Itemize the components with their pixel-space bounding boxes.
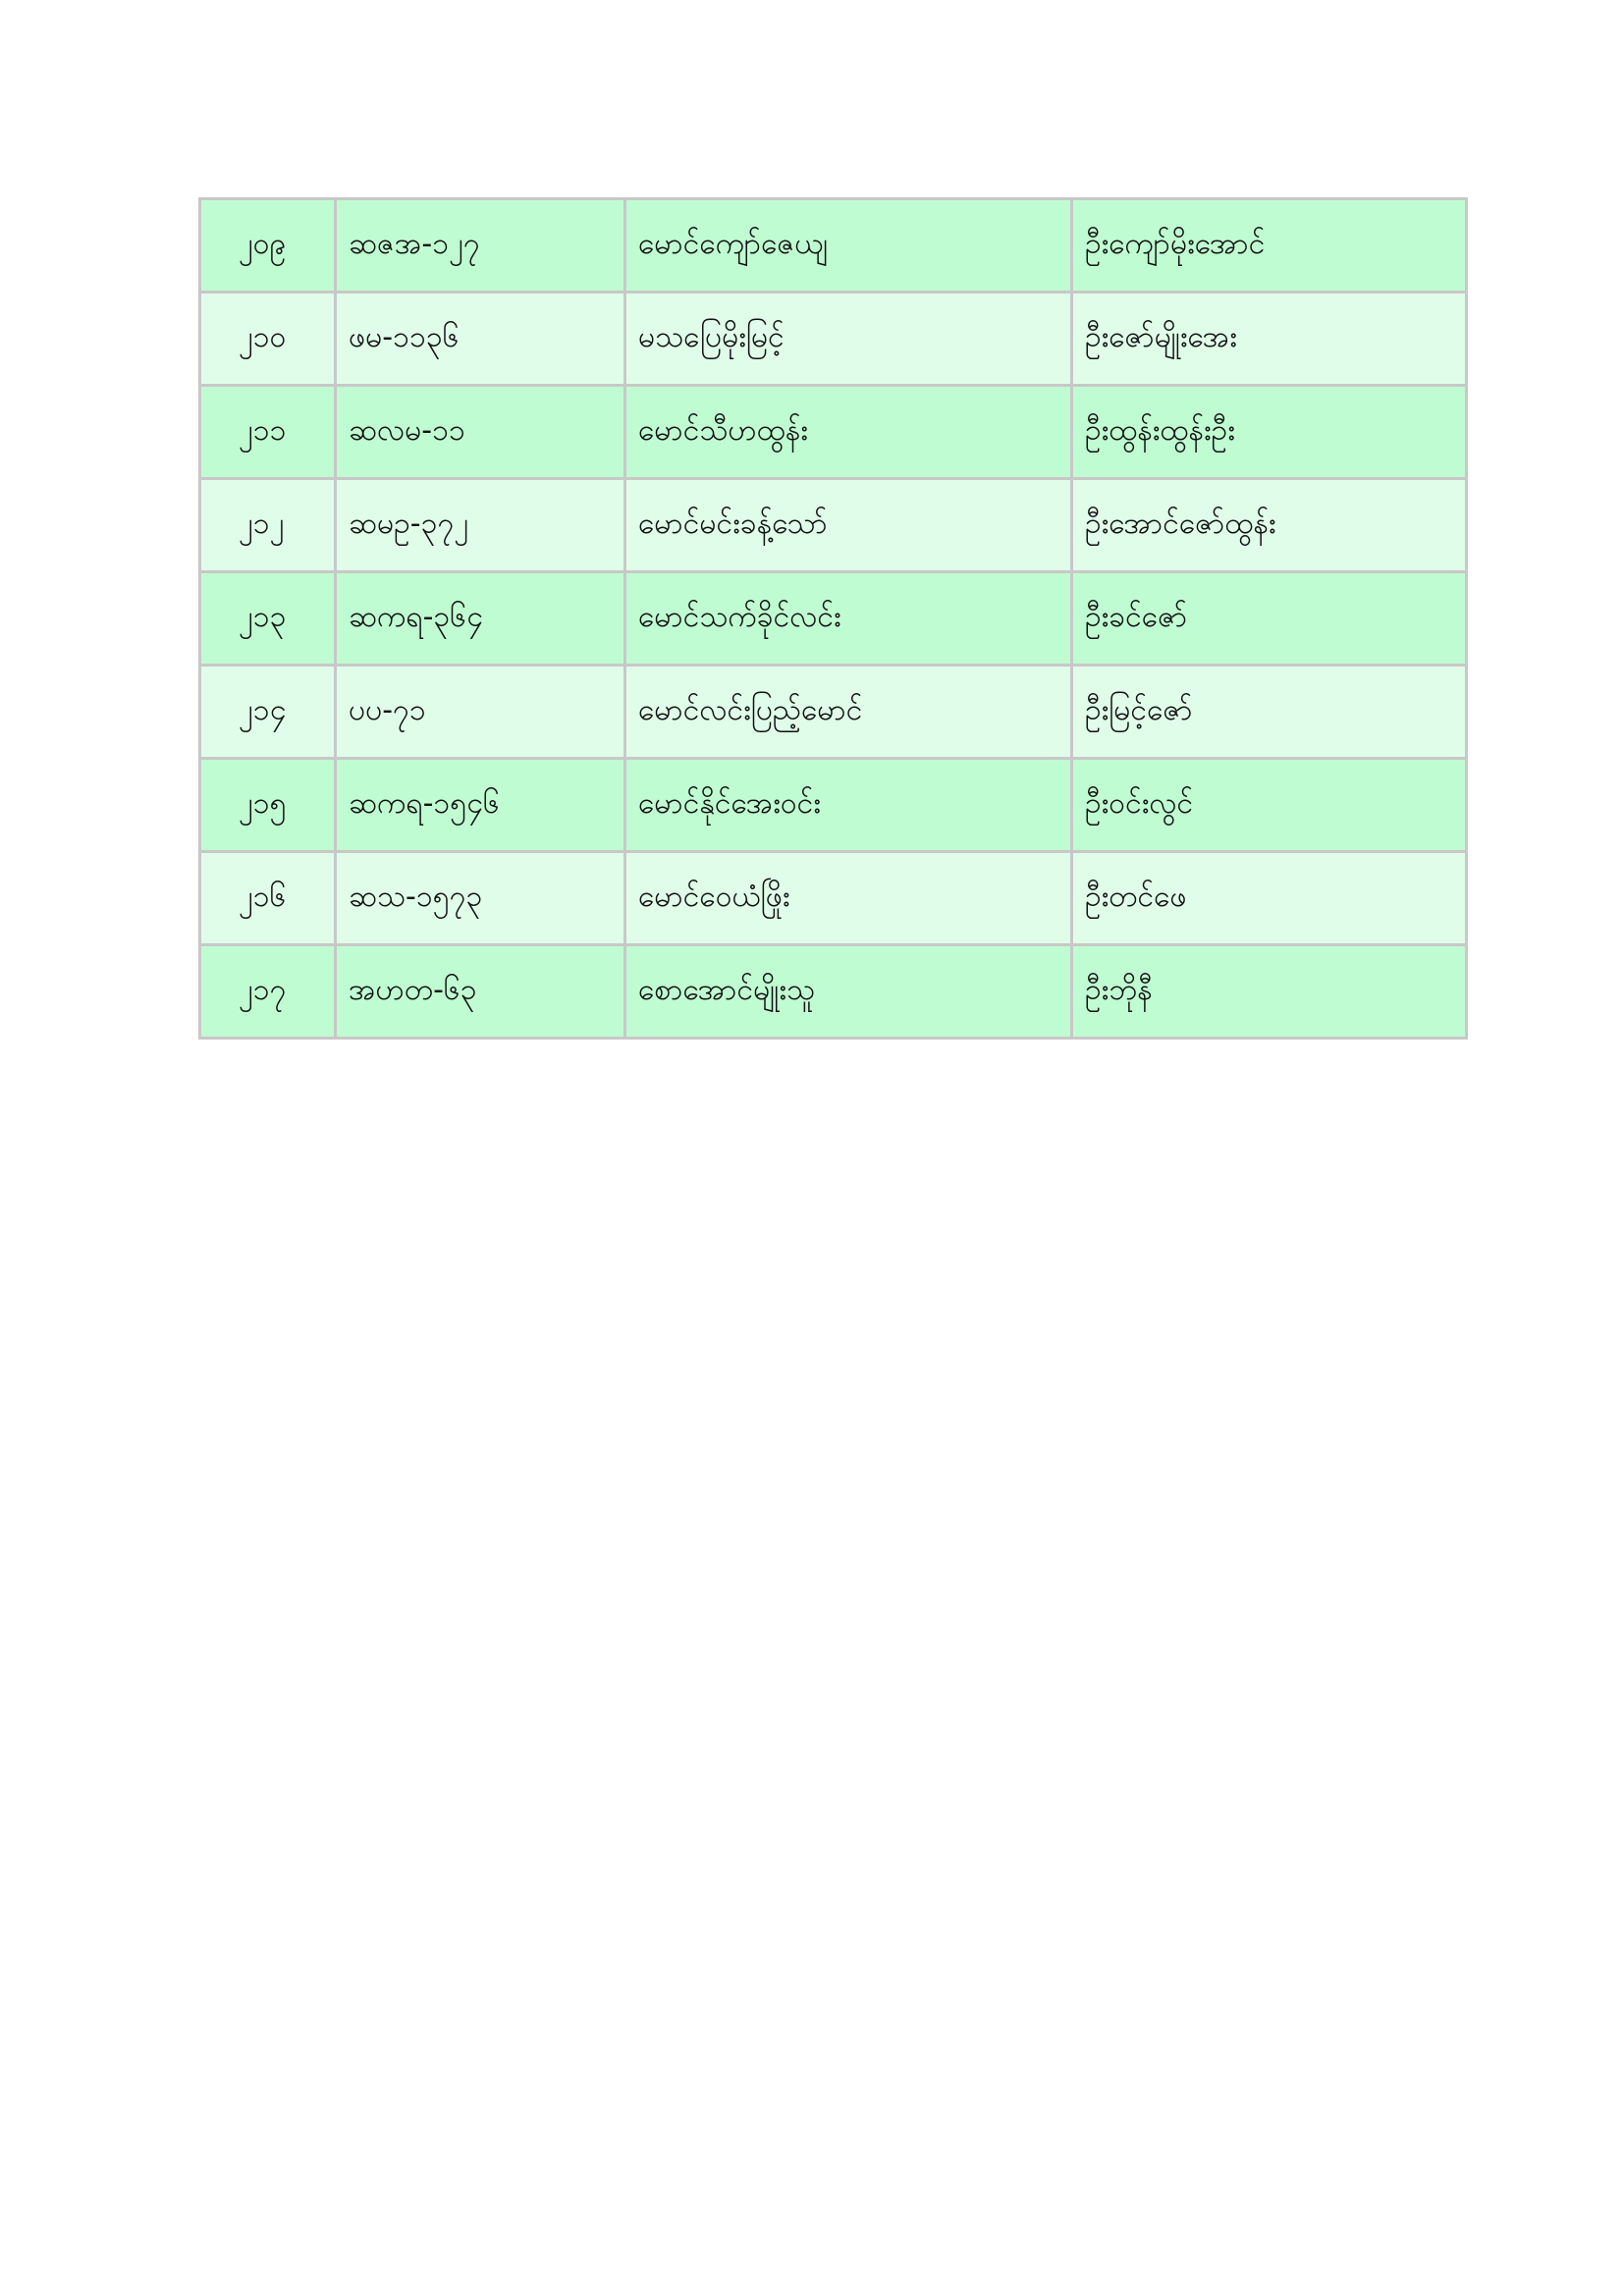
roll-number-cell: ဆကရ-၁၅၄၆ — [336, 759, 625, 852]
serial-number-cell: ၂၁၂ — [200, 479, 336, 572]
student-table-body — [200, 199, 1467, 1039]
table-row — [200, 386, 1467, 479]
student-name-cell: စောအောင်မျိုးသူ — [625, 945, 1072, 1039]
father-name-cell: ဦးမြင့်ဇော် — [1072, 666, 1467, 759]
student-name-cell: မောင်သီဟထွန်း — [625, 386, 1072, 479]
roll-number-cell: ဆသ-၁၅၇၃ — [336, 852, 625, 945]
table-row — [200, 852, 1467, 945]
roll-number-cell: ဆမဥ-၃၇၂ — [336, 479, 625, 572]
table-row — [200, 666, 1467, 759]
father-name-cell: ဦးတင်ဖေ — [1072, 852, 1467, 945]
serial-number-cell: ၂၁၁ — [200, 386, 336, 479]
student-name-cell: မသပြေမိုးမြင့် — [625, 293, 1072, 386]
roll-number-cell: ပပ-၇၁ — [336, 666, 625, 759]
father-name-cell: ဦးဝင်းလွင် — [1072, 759, 1467, 852]
table-row — [200, 572, 1467, 666]
father-name-cell: ဦးကျော်မိုးအောင် — [1072, 199, 1467, 293]
roll-number-cell: အဟတ-၆၃ — [336, 945, 625, 1039]
father-name-cell: ဦးထွန်းထွန်းဦး — [1072, 386, 1467, 479]
serial-number-cell: ၂၁၀ — [200, 293, 336, 386]
serial-number-cell: ၂၁၆ — [200, 852, 336, 945]
father-name-cell: ဦးဘိုနီ — [1072, 945, 1467, 1039]
table-row — [200, 479, 1467, 572]
student-name-cell: မောင်မင်းခန့်သော် — [625, 479, 1072, 572]
table-row — [200, 293, 1467, 386]
student-name-cell: မောင်ဝေယံဖြိုး — [625, 852, 1072, 945]
student-name-cell: မောင်သက်ခိုင်လင်း — [625, 572, 1072, 666]
student-name-cell: မောင်ကျော်ဇေယျ — [625, 199, 1072, 293]
serial-number-cell: ၂၁၄ — [200, 666, 336, 759]
serial-number-cell: ၂၁၃ — [200, 572, 336, 666]
student-table — [198, 197, 1468, 1040]
table-row — [200, 199, 1467, 293]
student-name-cell: မောင်နိုင်အေးဝင်း — [625, 759, 1072, 852]
roll-number-cell: ဆလမ-၁၁ — [336, 386, 625, 479]
roll-number-cell: ဆကရ-၃၆၄ — [336, 572, 625, 666]
roll-number-cell: ဖမ-၁၁၃၆ — [336, 293, 625, 386]
serial-number-cell: ၂၁၇ — [200, 945, 336, 1039]
serial-number-cell: ၂၁၅ — [200, 759, 336, 852]
father-name-cell: ဦးဇော်မျိုးအေး — [1072, 293, 1467, 386]
table-row — [200, 945, 1467, 1039]
table-row — [200, 759, 1467, 852]
father-name-cell: ဦးခင်ဇော် — [1072, 572, 1467, 666]
roll-number-cell: ဆဇအ-၁၂၇ — [336, 199, 625, 293]
father-name-cell: ဦးအောင်ဇော်ထွန်း — [1072, 479, 1467, 572]
serial-number-cell: ၂၀၉ — [200, 199, 336, 293]
student-name-cell: မောင်လင်းပြည့်မောင် — [625, 666, 1072, 759]
